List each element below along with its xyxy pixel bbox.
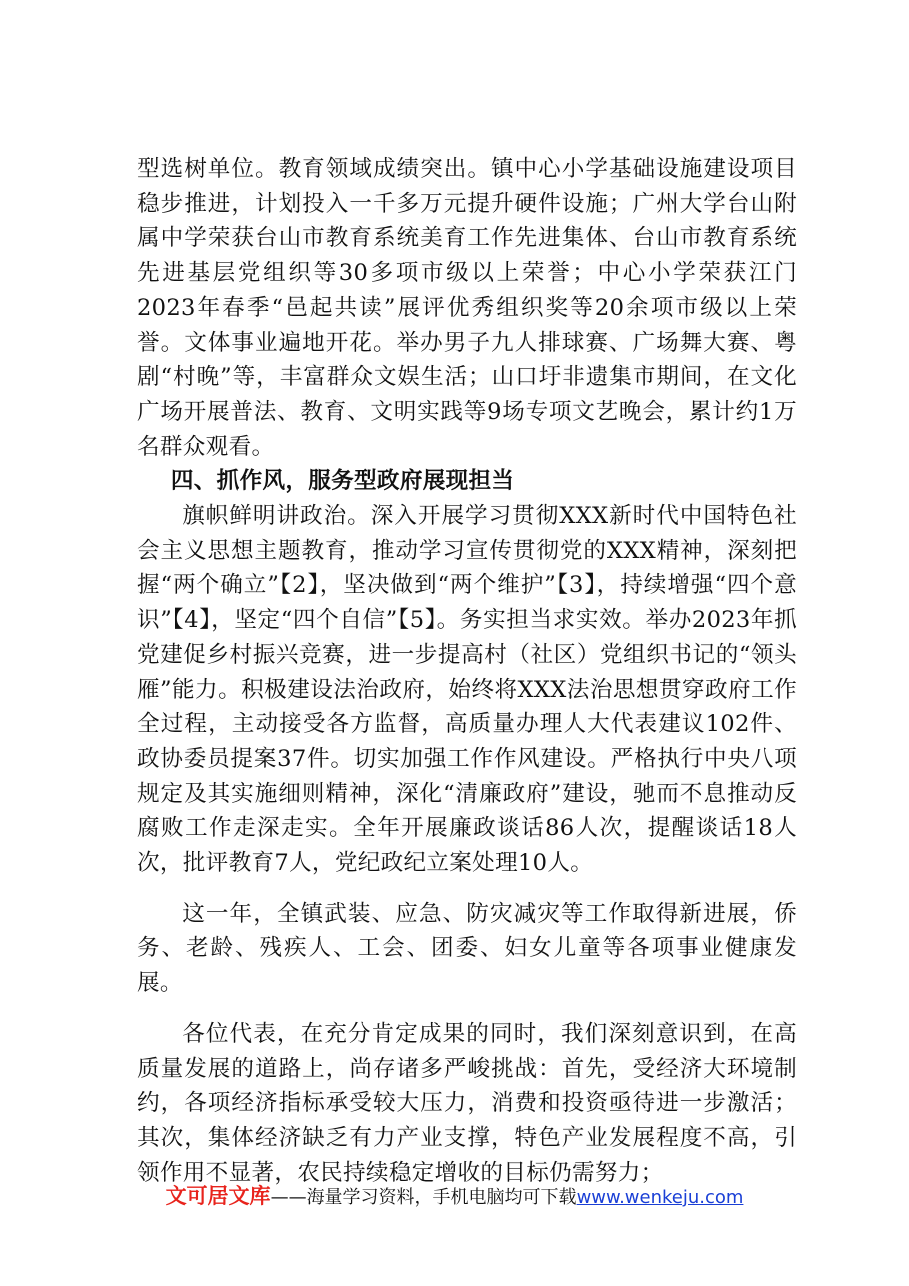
footer-brand: 文可居文库 xyxy=(165,1184,271,1208)
section-heading: 四、抓作风，服务型政府展现担当 xyxy=(170,468,515,495)
paragraph-challenges: 各位代表，在充分肯定成果的同时，我们深刻意识到，在高质量发展的道路上，尚存诸多严峻挑战：首先，受经济大环境制约，各项经济指标承受较大压力，消费和投资亟待进一步激活；其次，集体经济缺乏有力产业支撑，特色产业发展程度不高，引领作用不显著，农民持续稳定增收的目标仍需努力； xyxy=(137,1020,797,1186)
document-body xyxy=(137,152,797,1190)
paragraph-education-culture: 型选树单位。教育领域成绩突出。镇中心小学基础设施建设项目稳步推进，计划投入一千多万元提升硬件设施；广州大学台山附属中学荣获台山市教育系统美育工作先进集体、台山市教育系统先进基层党组织等30多项市级以上荣誉；中心小学荣获江门2023年春季“邑起共读”展评优秀组织奖等20余项市级以上荣誉。文体事业遍地开花。举办男子九人排球赛、广场舞大赛、粤剧“村晚”等，丰富群众文娱生活；山口圩非遗集市期间，在文化广场开展普法、教育、文明实践等9场专项文艺晚会，累计约1万名群众观看。 xyxy=(137,156,797,460)
footer-tagline: ——海量学习资料，手机电脑均可下载 xyxy=(270,1187,577,1208)
paragraph-politics: 旗帜鲜明讲政治。深入开展学习贯彻XXX新时代中国特色社会主义思想主题教育，推动学习宣传贯彻党的XXX精神，深刻把握“两个确立”【2】，坚决做到“两个维护”【3】，持续增强“四个意识”【4】，坚定“四个自信”【5】。务实担当求实效。举办2023年抓党建促乡村振兴竞赛，进一步提高村（社区）党组织书记的“领头雁”能力。积极建设法治政府，始终将XXX法治思想贯穿政府工作全过程，主动接受各方监督，高质量办理人大代表建议102件、政协委员提案37件。切实加强工作作风建设。严格执行中央八项规定及其实施细则精神，深化“清廉政府”建设，驰而不息推动反腐败工作走深走实。全年开展廉政谈话86人次，提醒谈话18人次，批评教育7人，党纪政纪立案处理10人。 xyxy=(137,503,797,877)
footer-link[interactable]: www.wenkeju.com xyxy=(576,1187,744,1208)
paragraph-this-year: 这一年，全镇武装、应急、防灾减灾等工作取得新进展，侨务、老龄、残疾人、工会、团委、妇女儿童等各项事业健康发展。 xyxy=(137,900,797,997)
footer-banner xyxy=(0,1182,909,1212)
